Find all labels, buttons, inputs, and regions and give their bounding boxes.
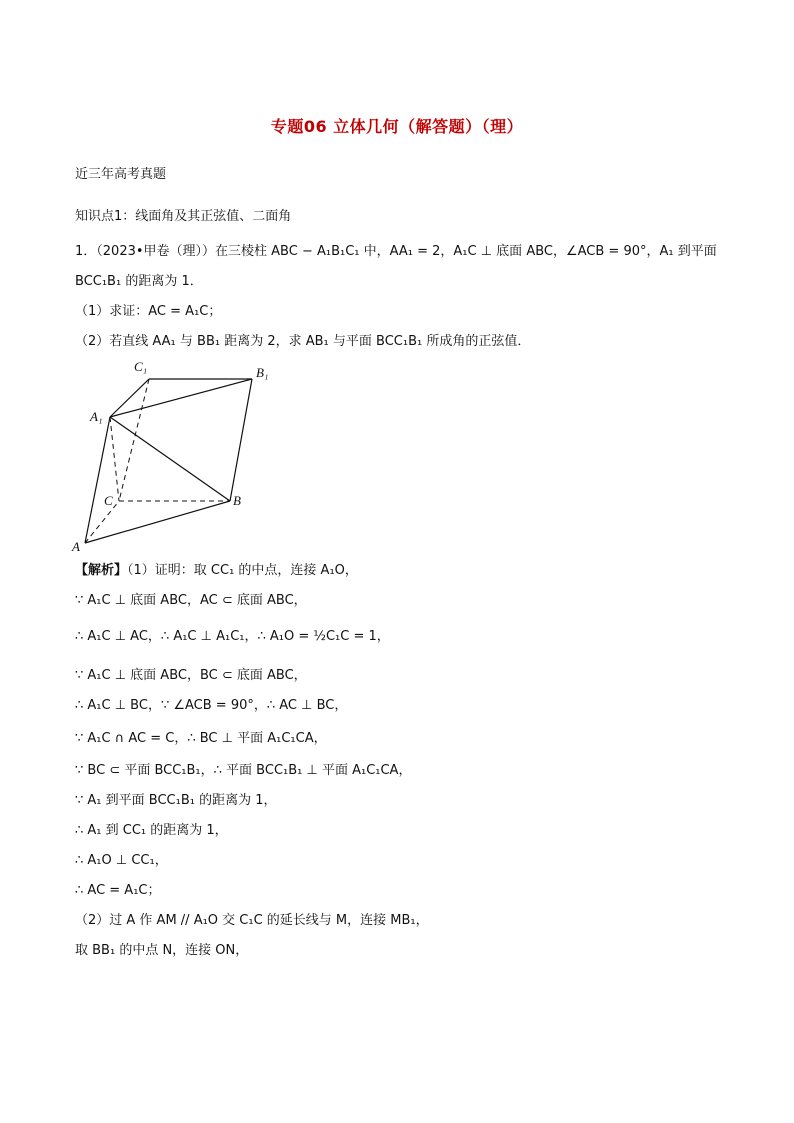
solution-line-11: ∴ AC = A₁C； bbox=[75, 883, 161, 898]
solution-line-12: （2）过 A 作 AM // A₁O 交 C₁C 的延长线与 M，连接 MB₁， bbox=[75, 913, 429, 928]
solution-line-1: （1）证明：取 CC₁ 的中点，连接 A₁O， bbox=[127, 563, 358, 578]
edge-A1-C-hidden bbox=[110, 417, 119, 501]
solution-line-4: ∵ A₁C ⊥ 底面 ABC，BC ⊂ 底面 ABC， bbox=[75, 668, 307, 683]
edge-C1-C-hidden bbox=[119, 379, 149, 501]
label-B1: B₁ bbox=[256, 365, 269, 380]
solution-line-8: ∵ A₁ 到平面 BCC₁B₁ 的距离为 1， bbox=[75, 793, 277, 808]
page-title: 专题06 立体几何（解答题）（理） bbox=[270, 117, 524, 136]
problem-part-2: （2）若直线 AA₁ 与 BB₁ 距离为 2，求 AB₁ 与平面 BCC₁B₁ 所成角的正弦值． bbox=[75, 334, 531, 349]
solution-line-3: ∴ A₁C ⊥ AC，∴ A₁C ⊥ A₁C₁，∴ A₁O = ½C₁C = 1， bbox=[75, 629, 390, 644]
solution-line-7: ∵ BC ⊂ 平面 BCC₁B₁，∴ 平面 BCC₁B₁ ⊥ 平面 A₁C₁CA， bbox=[75, 763, 412, 778]
solution-line-2: ∵ A₁C ⊥ 底面 ABC，AC ⊂ 底面 ABC， bbox=[75, 593, 307, 608]
knowledge-point-heading: 知识点1：线面角及其正弦值、二面角 bbox=[75, 209, 292, 224]
solution-line-6: ∵ A₁C ∩ AC = C，∴ BC ⊥ 平面 A₁C₁CA， bbox=[75, 731, 327, 746]
edge-A1-B1 bbox=[110, 379, 252, 417]
solution-header: 【解析】 bbox=[75, 563, 128, 578]
label-A1: A₁ bbox=[90, 409, 103, 424]
edge-A1-B bbox=[110, 417, 230, 501]
solution-line-9: ∴ A₁ 到 CC₁ 的距离为 1， bbox=[75, 823, 228, 838]
prism-diagram bbox=[60, 355, 290, 555]
label-A: A bbox=[72, 539, 80, 554]
problem-part-1: （1）求证：AC = A₁C； bbox=[75, 304, 222, 319]
solution-line-13: 取 BB₁ 的中点 N，连接 ON， bbox=[75, 943, 249, 958]
label-C: C bbox=[104, 493, 113, 508]
solution-line-10: ∴ A₁O ⊥ CC₁， bbox=[75, 853, 168, 868]
section-heading: 近三年高考真题 bbox=[75, 167, 167, 182]
solution-line-5: ∴ A₁C ⊥ BC，∵ ∠ACB = 90°，∴ AC ⊥ BC， bbox=[75, 698, 348, 713]
prism-figure bbox=[60, 355, 290, 555]
edge-A-C-hidden bbox=[85, 501, 119, 543]
problem-statement-line-1: 1．（2023•甲卷（理））在三棱柱 ABC − A₁B₁C₁ 中，AA₁ = 2，A₁C ⊥ 底面 ABC，∠ACB = 90°，A₁ 到平面 bbox=[75, 244, 717, 259]
label-B: B bbox=[233, 493, 241, 508]
edge-B1-B bbox=[230, 379, 252, 501]
edge-A1-A bbox=[85, 417, 110, 543]
solution-block bbox=[75, 562, 358, 580]
label-C1: C₁ bbox=[134, 359, 148, 374]
problem-statement-line-2: BCC₁B₁ 的距离为 1． bbox=[75, 274, 203, 289]
